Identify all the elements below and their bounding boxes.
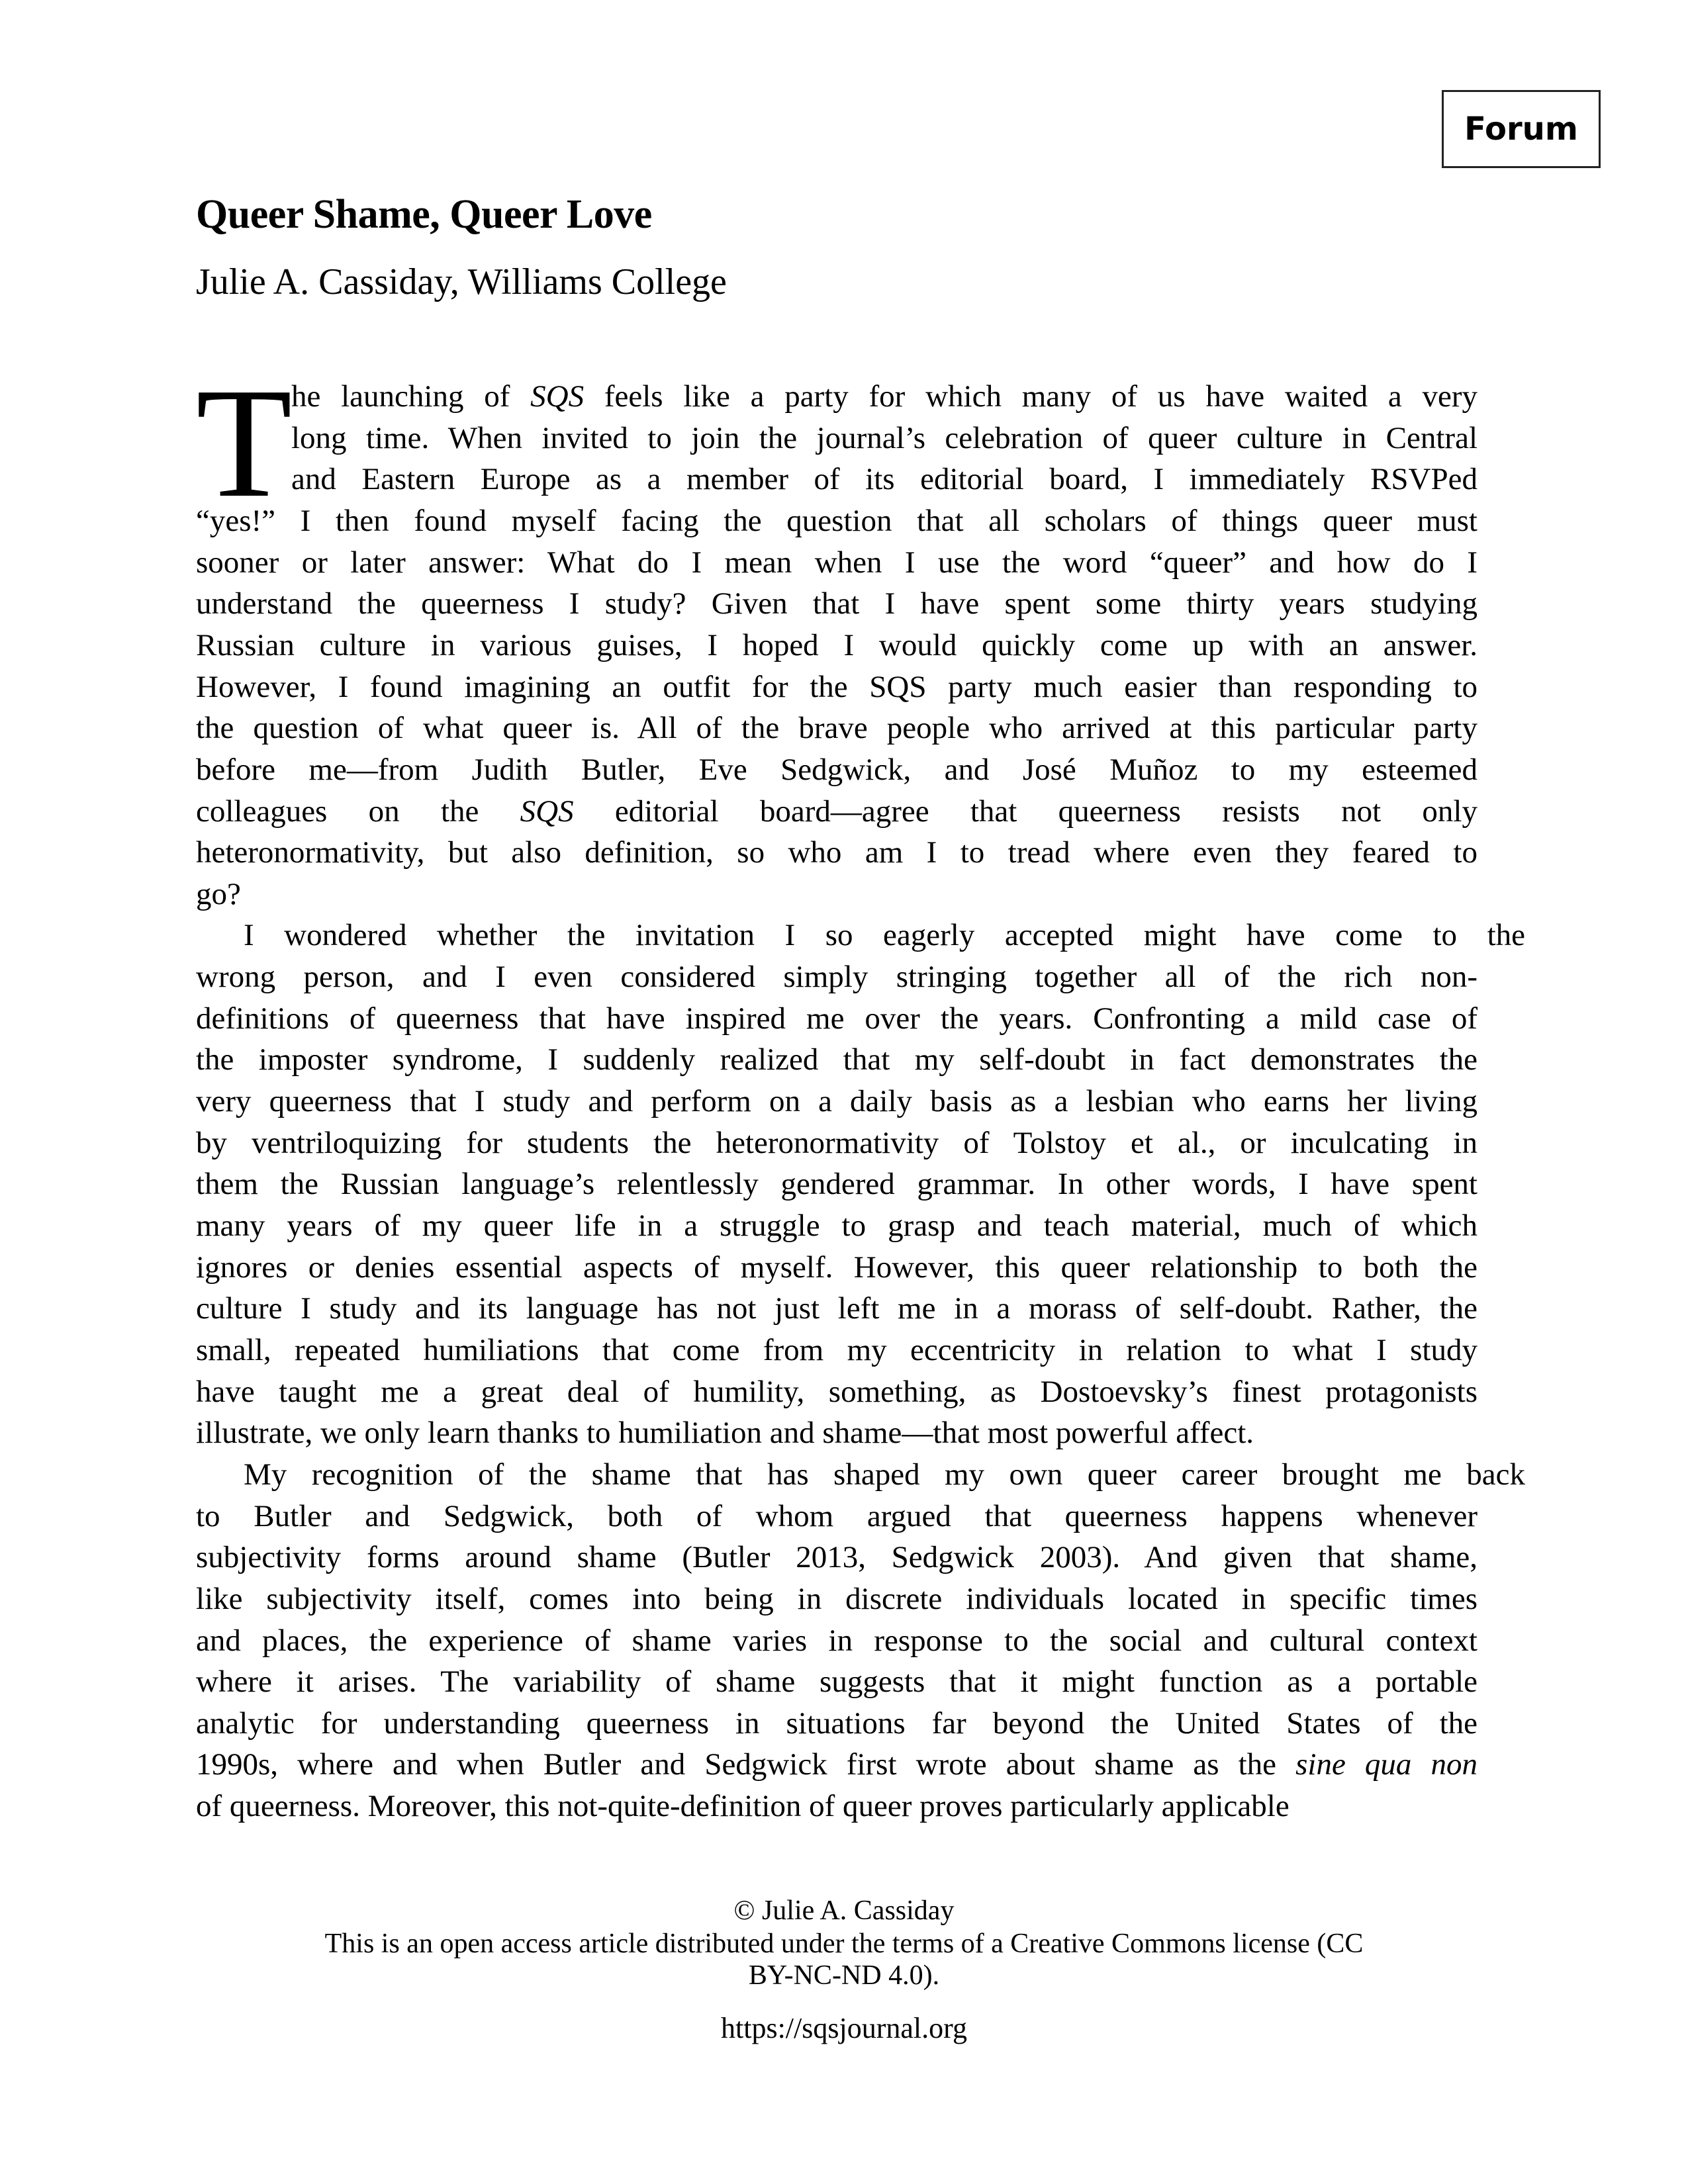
body-line xyxy=(196,1412,1477,1453)
body-line xyxy=(196,1163,1477,1205)
text-run: he launching of xyxy=(291,379,531,414)
text-run: before me—from Judith Butler, Eve Sedgwick, and José Muñoz to my esteemed xyxy=(196,752,1477,787)
body-line xyxy=(196,1454,1525,1495)
body-line xyxy=(196,1537,1477,1578)
body-line xyxy=(196,1744,1477,1785)
text-run: ignores or denies essential aspects of myself. However, this queer relationship to both the xyxy=(196,1250,1477,1285)
text-run: 1990s, where and when Butler and Sedgwick first wrote about shame as the xyxy=(196,1747,1296,1782)
text-run: go? xyxy=(196,876,241,911)
body-line xyxy=(291,418,1477,459)
body-line xyxy=(196,1247,1477,1288)
body-line xyxy=(196,1661,1477,1702)
italic-text: SQS xyxy=(520,794,574,829)
body-line xyxy=(196,1081,1477,1122)
body-line xyxy=(196,666,1477,707)
body-line xyxy=(196,542,1477,583)
body-line xyxy=(196,1330,1477,1371)
body-line xyxy=(196,1371,1477,1412)
body-line xyxy=(196,749,1477,790)
text-run: I wondered whether the invitation I so eagerly accepted might have come to the xyxy=(244,918,1525,953)
text-run: to Butler and Sedgwick, both of whom argued that queerness happens whenever xyxy=(196,1498,1477,1533)
italic-text: sine qua non xyxy=(1295,1747,1477,1782)
body-line xyxy=(196,1122,1477,1163)
body-line xyxy=(196,583,1477,624)
body-line xyxy=(196,874,1477,915)
body-line xyxy=(196,1620,1477,1661)
text-run: very queerness that I study and perform on a daily basis as a lesbian who earns her living xyxy=(196,1084,1477,1119)
text-run: definitions of queerness that have inspired me over the years. Confronting a mild case of xyxy=(196,1001,1477,1036)
text-run: subjectivity forms around shame (Butler 2013, Sedgwick 2003). And given that shame, xyxy=(196,1540,1477,1575)
text-run: and places, the experience of shame varies in response to the social and cultural context xyxy=(196,1623,1477,1658)
body-line xyxy=(196,915,1525,956)
text-run: many years of my queer life in a struggle to grasp and teach material, much of which xyxy=(196,1208,1477,1243)
footer-license-line-1: This is an open access article distributed under the terms of a Creative Commons license (CC xyxy=(324,1929,1364,1959)
text-run: wrong person, and I even considered simply stringing together all of the rich non- xyxy=(196,960,1477,995)
body-line xyxy=(196,1496,1477,1537)
body-line xyxy=(291,459,1477,500)
drop-cap: T xyxy=(196,356,293,530)
text-run: illustrate, we only learn thanks to humiliation and shame—that most powerful affect. xyxy=(196,1416,1254,1451)
section-label: Forum xyxy=(1464,111,1578,148)
text-run: and Eastern Europe as a member of its editorial board, I immediately RSVPed xyxy=(291,462,1477,497)
text-run: the question of what queer is. All of the brave people who arrived at this particular party xyxy=(196,711,1477,746)
body-line xyxy=(196,956,1477,997)
body-line xyxy=(196,1288,1477,1329)
text-run: colleagues on the xyxy=(196,794,520,829)
body-line xyxy=(196,707,1477,749)
body-line xyxy=(196,1703,1477,1744)
body-line xyxy=(196,1786,1477,1827)
text-run: of queerness. Moreover, this not-quite-definition of queer proves particularly applicable xyxy=(196,1789,1289,1824)
body-line xyxy=(291,376,1477,417)
body-line xyxy=(196,1578,1477,1619)
body-line xyxy=(196,625,1477,666)
text-run: My recognition of the shame that has shaped my own queer career brought me back xyxy=(244,1457,1525,1492)
author-affiliation: Julie A. Cassiday, Williams College xyxy=(196,261,727,302)
text-run: heteronormativity, but also definition, so who am I to tread where even they feared to xyxy=(196,835,1477,870)
text-run: small, repeated humiliations that come from my eccentricity in relation to what I study xyxy=(196,1332,1477,1367)
footer-license-line-2: BY-NC-ND 4.0). xyxy=(748,1960,940,1991)
body-line xyxy=(196,1205,1477,1246)
text-run: editorial board—agree that queerness resists not only xyxy=(573,794,1477,829)
italic-text: SQS xyxy=(530,379,585,414)
text-run: Russian culture in various guises, I hoped I would quickly come up with an answer. xyxy=(196,627,1477,662)
text-run: “yes!” I then found myself facing the question that all scholars of things queer must xyxy=(196,503,1477,538)
text-run: However, I found imagining an outfit for the SQS party much easier than responding to xyxy=(196,669,1477,704)
body-line xyxy=(196,791,1477,832)
body-line xyxy=(196,1039,1477,1080)
text-run: long time. When invited to join the journal’s celebration of queer culture in Central xyxy=(291,420,1477,455)
text-run: analytic for understanding queerness in situations far beyond the United States of the xyxy=(196,1706,1477,1741)
footer-copyright: © Julie A. Cassiday xyxy=(733,1895,955,1926)
body-line xyxy=(196,998,1477,1039)
journal-url-link[interactable]: https://sqsjournal.org xyxy=(721,2012,967,2044)
body-line xyxy=(196,832,1477,873)
text-run: culture I study and its language has not just left me in a morass of self-doubt. Rather, the xyxy=(196,1291,1477,1326)
text-run: have taught me a great deal of humility, something, as Dostoevsky’s finest protagonists xyxy=(196,1374,1477,1409)
text-run: understand the queerness I study? Given that I have spent some thirty years studying xyxy=(196,586,1477,621)
text-run: like subjectivity itself, comes into being in discrete individuals located in specific times xyxy=(196,1581,1477,1616)
text-run: them the Russian language’s relentlessly gendered grammar. In other words, I have spent xyxy=(196,1167,1477,1202)
text-run: where it arises. The variability of shame suggests that it might function as a portable xyxy=(196,1664,1477,1700)
article-title: Queer Shame, Queer Love xyxy=(196,192,652,237)
text-run: the imposter syndrome, I suddenly realized that my self-doubt in fact demonstrates the xyxy=(196,1042,1477,1077)
text-run: sooner or later answer: What do I mean when I use the word “queer” and how do I xyxy=(196,545,1477,580)
text-run: by ventriloquizing for students the heteronormativity of Tolstoy et al., or inculcating in xyxy=(196,1125,1477,1160)
body-line xyxy=(196,500,1477,541)
text-run: feels like a party for which many of us have waited a very xyxy=(584,379,1477,414)
